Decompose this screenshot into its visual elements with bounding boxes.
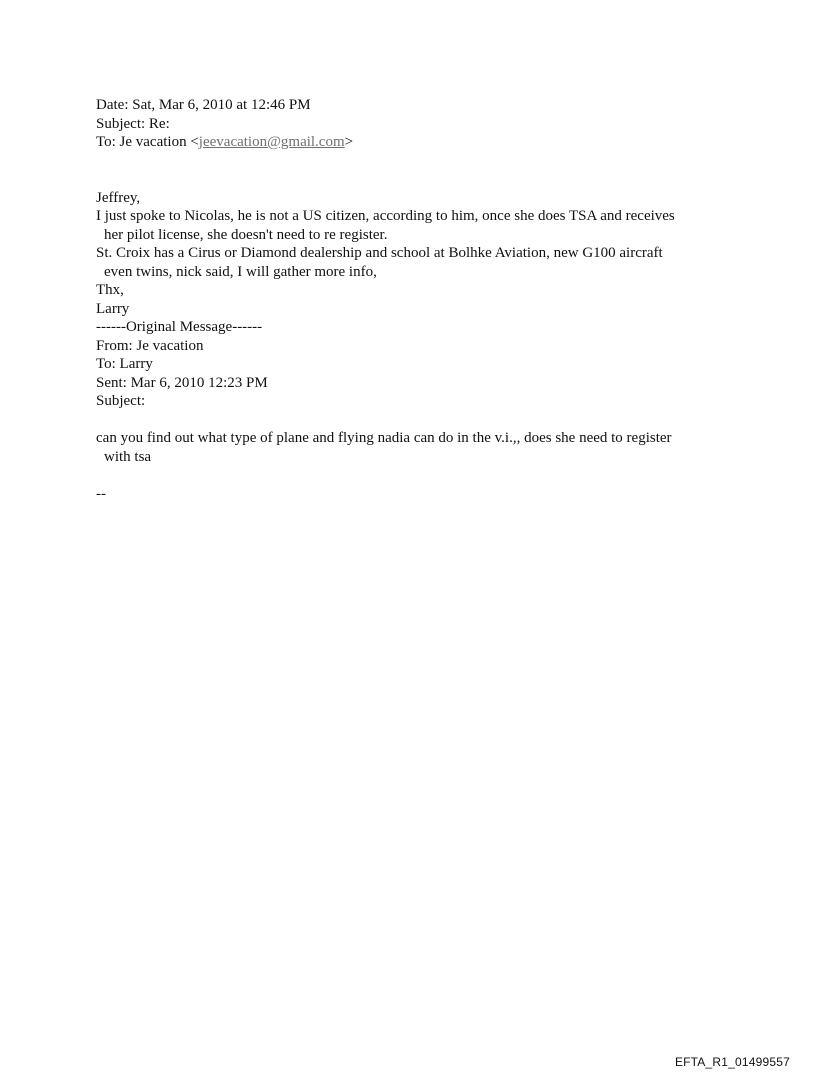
body-paragraph-1-line-2: her pilot license, she doesn't need to re register. bbox=[104, 226, 388, 243]
body-paragraph-2-line-2: even twins, nick said, I will gather more info, bbox=[104, 263, 377, 280]
to-line bbox=[96, 133, 736, 152]
subject-line: Subject: Re: bbox=[96, 115, 170, 132]
date-line: Date: Sat, Mar 6, 2010 at 12:46 PM bbox=[96, 97, 311, 113]
original-to-line: To: Larry bbox=[96, 356, 153, 372]
original-subject-line: Subject: bbox=[96, 393, 146, 409]
greeting: Jeffrey, bbox=[96, 189, 141, 206]
signoff: Thx, bbox=[96, 282, 124, 298]
body-paragraph-2-line-1: St. Croix has a Cirus or Diamond dealership and school at Bolhke Aviation, new G100 aircraft bbox=[96, 245, 663, 261]
header-spacer bbox=[96, 152, 736, 189]
signature-spacer bbox=[96, 466, 736, 485]
original-from-line: From: Je vacation bbox=[96, 337, 204, 354]
original-sent-line: Sent: Mar 6, 2010 12:23 PM bbox=[96, 374, 268, 391]
document-id: EFTA_R1_01499557 bbox=[674, 1055, 790, 1069]
to-email-link[interactable]: jeevacation@gmail.com bbox=[198, 134, 345, 150]
to-prefix: To: Je vacation < bbox=[96, 134, 199, 150]
to-suffix: > bbox=[344, 134, 354, 150]
signature-dash: -- bbox=[96, 485, 106, 502]
original-message-separator: ------Original Message------ bbox=[96, 319, 263, 335]
original-body-line-2: with tsa bbox=[104, 448, 152, 465]
body-paragraph-1-line-1: I just spoke to Nicolas, he is not a US citizen, according to him, once she does TSA and receives bbox=[96, 208, 675, 224]
email-document bbox=[96, 96, 736, 503]
original-header-spacer bbox=[96, 411, 736, 430]
signature: Larry bbox=[96, 300, 130, 317]
original-body-line-1: can you find out what type of plane and flying nadia can do in the v.i.,, does she need to register bbox=[96, 430, 672, 446]
